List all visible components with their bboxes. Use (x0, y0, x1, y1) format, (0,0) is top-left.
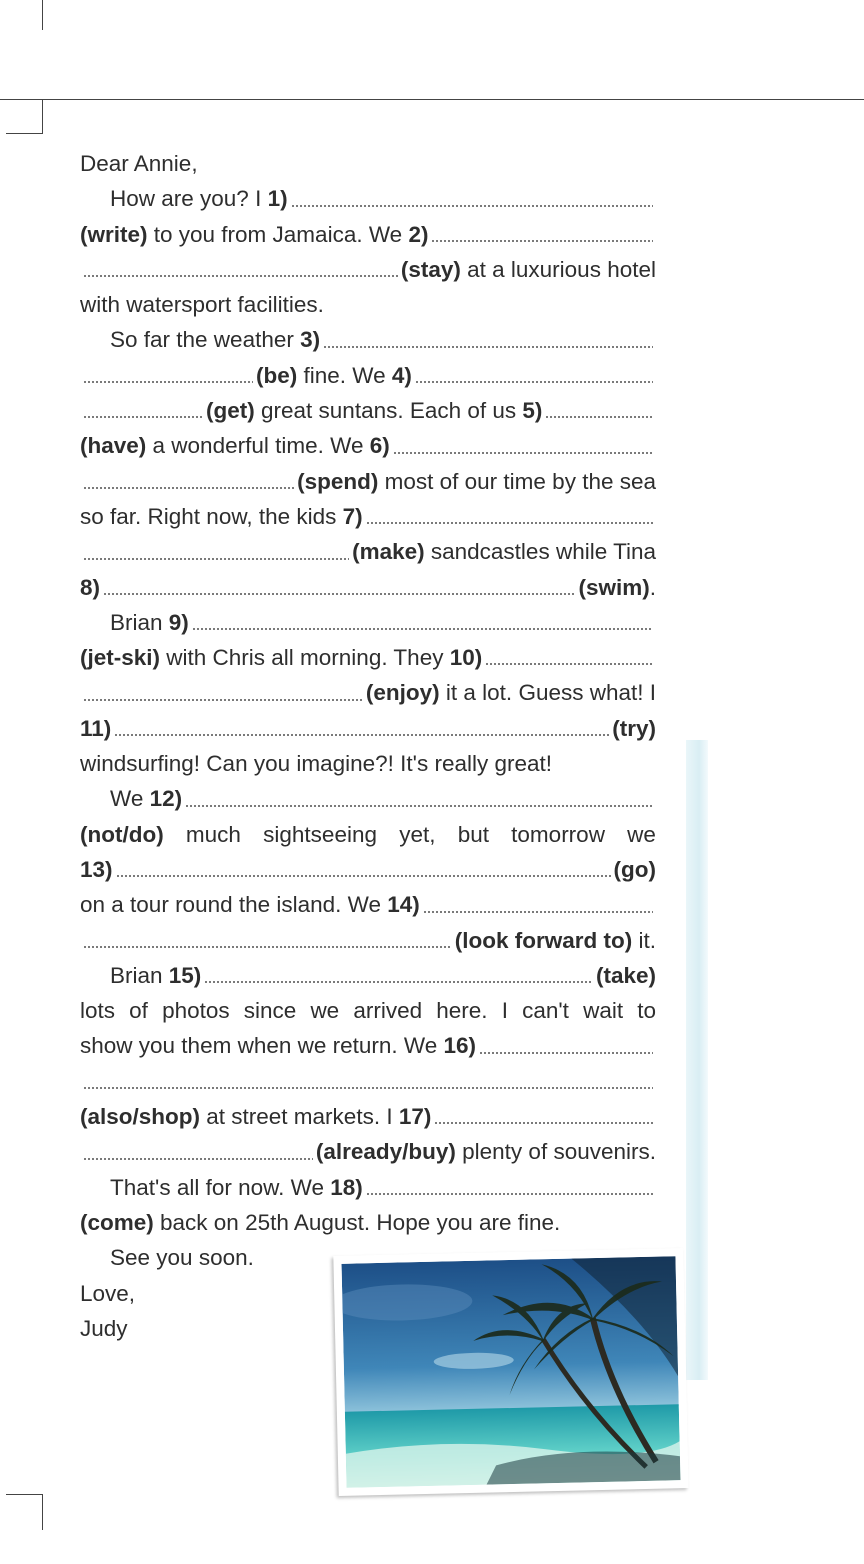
line-text: at street markets. I (200, 1104, 399, 1130)
letter-line (80, 358, 656, 393)
line-text: yet, (399, 821, 436, 847)
answer-blank[interactable] (83, 1158, 313, 1160)
letter-body (80, 181, 656, 1346)
answer-blank[interactable] (83, 946, 452, 948)
bold-cue: (try) (612, 715, 656, 741)
answer-blank[interactable] (83, 275, 398, 277)
letter-greeting: Dear Annie, (80, 151, 198, 176)
bold-cue: 5) (522, 398, 543, 424)
line-text: it. (632, 927, 656, 953)
line-text: sightseeing (263, 821, 377, 847)
line-text: back on 25th August. Hope you are fine. (153, 1209, 561, 1235)
answer-blank[interactable] (366, 1193, 653, 1195)
answer-blank[interactable] (434, 1122, 653, 1124)
letter-line (80, 1205, 656, 1240)
line-text: lots (80, 998, 116, 1024)
answer-blank[interactable] (423, 911, 653, 913)
line-text: photos (162, 998, 230, 1024)
bold-cue: 15) (168, 962, 202, 988)
bold-cue: 3) (300, 327, 321, 353)
bold-cue: (make) (352, 539, 425, 565)
answer-blank[interactable] (185, 805, 653, 807)
bold-cue: (stay) (400, 256, 461, 282)
line-text: but (457, 821, 489, 847)
answer-blank[interactable] (485, 663, 653, 665)
answer-blank[interactable] (116, 875, 611, 877)
letter-line (80, 675, 656, 710)
crop-mark-bottom-vertical (42, 1494, 43, 1530)
beach-photo (333, 1248, 688, 1496)
line-text: show you them when we return. We (80, 1033, 444, 1059)
letter-line (80, 217, 656, 252)
line-text: tomorrow (511, 821, 605, 847)
bold-cue: 10) (449, 645, 483, 671)
line-text: it a lot. Guess what! I (439, 680, 656, 706)
bold-cue: 17) (398, 1104, 432, 1130)
bold-cue: (already/buy) (315, 1139, 456, 1165)
line-text: great suntans. Each of us (254, 398, 523, 424)
letter-line (80, 887, 656, 922)
line-text: much (185, 821, 241, 847)
bold-cue: (swim) (578, 574, 650, 600)
line-text: arrived (353, 998, 423, 1024)
bold-cue: (not/do) (80, 821, 164, 847)
answer-blank[interactable] (479, 1052, 653, 1054)
line-text: Brian (110, 962, 169, 988)
answer-blank[interactable] (291, 205, 653, 207)
corner-mark-horizontal (6, 133, 43, 134)
answer-blank[interactable] (545, 416, 653, 418)
bold-cue: 1) (267, 186, 288, 212)
line-text: I (501, 998, 508, 1024)
answer-blank[interactable] (83, 487, 294, 489)
line-text: wait (583, 998, 624, 1024)
answer-blank[interactable] (204, 981, 593, 983)
bold-cue: (jet-ski) (80, 645, 161, 671)
letter-line (80, 1170, 656, 1205)
letter-line (80, 781, 656, 816)
bold-cue: (go) (613, 856, 656, 882)
bold-cue: 9) (168, 609, 189, 635)
bold-cue: (get) (206, 398, 255, 424)
answer-blank[interactable] (114, 734, 609, 736)
letter-line (80, 640, 656, 675)
bold-cue: 14) (387, 892, 420, 918)
answer-blank[interactable] (83, 1087, 653, 1089)
margin-tint-strip (686, 740, 708, 1380)
letter-line (80, 711, 656, 746)
bold-cue: 7) (342, 503, 363, 529)
answer-blank[interactable] (192, 628, 653, 630)
line-text: at a luxurious hotel (460, 256, 656, 282)
letter-exercise (80, 146, 656, 1346)
bold-cue: (come) (80, 1209, 154, 1235)
answer-blank[interactable] (83, 558, 349, 560)
line-text: on a tour round the island. We (80, 892, 388, 918)
letter-line (80, 746, 656, 781)
line-text: sandcastles while Tina (424, 539, 656, 565)
bold-cue: 16) (443, 1033, 477, 1059)
line-text: windsurfing! Can you imagine?! It's really great! (80, 751, 553, 777)
bold-cue: (be) (256, 362, 298, 388)
bold-cue: 6) (369, 433, 390, 459)
line-text: since (243, 998, 297, 1024)
bold-cue: (also/shop) (80, 1104, 201, 1130)
bold-cue: 2) (408, 221, 429, 247)
letter-line (80, 923, 656, 958)
line-text: can't (522, 998, 569, 1024)
bold-cue: (look forward to) (454, 927, 633, 953)
letter-line (80, 993, 656, 1028)
letter-line (80, 287, 656, 322)
answer-blank[interactable] (83, 699, 363, 701)
corner-mark-vertical (42, 100, 43, 134)
line-text: Brian (110, 609, 169, 635)
palm-tree-beach-image (342, 1256, 681, 1488)
letter-line (80, 393, 656, 428)
letter-line (80, 605, 656, 640)
line-text: with Chris all morning. They (160, 645, 450, 671)
bold-cue: 12) (149, 786, 183, 812)
bold-cue: 8) (80, 574, 101, 600)
answer-blank[interactable] (103, 593, 575, 595)
bold-cue: 11) (80, 715, 112, 741)
line-text: See you soon. (110, 1245, 254, 1271)
line-text: Love, (80, 1280, 136, 1306)
line-text: to you from Jamaica. We (147, 221, 409, 247)
line-text: Judy (80, 1315, 128, 1341)
line-text: we (310, 998, 340, 1024)
bold-cue: 18) (330, 1174, 363, 1200)
bold-cue: 13) (80, 856, 113, 882)
letter-line (80, 570, 656, 605)
letter-line (80, 428, 656, 463)
line-text: We (110, 786, 150, 812)
bold-cue: (enjoy) (365, 680, 440, 706)
answer-blank[interactable] (323, 346, 653, 348)
letter-line (80, 1064, 656, 1099)
letter-line (80, 534, 656, 569)
line-text: How are you? I (110, 186, 268, 212)
bold-cue: (write) (80, 221, 148, 247)
line-text: a wonderful time. We (146, 433, 370, 459)
line-text: So far the weather (110, 327, 301, 353)
bold-cue: (take) (595, 962, 656, 988)
answer-blank[interactable] (393, 452, 653, 454)
bold-cue: (spend) (297, 468, 379, 494)
line-text: plenty of souvenirs. (455, 1139, 656, 1165)
answer-blank[interactable] (366, 522, 653, 524)
line-text: fine. We (297, 362, 392, 388)
line-text: to (637, 998, 656, 1024)
letter-line (80, 1028, 656, 1063)
line-text: of (129, 998, 148, 1024)
answer-blank[interactable] (83, 381, 253, 383)
line-text: here. (436, 998, 488, 1024)
letter-line (80, 252, 656, 287)
letter-line (80, 852, 656, 887)
line-text: That's all for now. We (110, 1174, 331, 1200)
line-text: . (649, 574, 656, 600)
page-top-rule (0, 99, 864, 100)
answer-blank[interactable] (431, 240, 653, 242)
line-text: we (627, 821, 656, 847)
letter-line (80, 322, 656, 357)
letter-line (80, 1099, 656, 1134)
bold-cue: (have) (80, 433, 147, 459)
answer-blank[interactable] (83, 416, 203, 418)
line-text: so far. Right now, the kids (80, 503, 343, 529)
line-text: with watersport facilities. (80, 292, 324, 318)
crop-mark-top-left (42, 0, 43, 30)
letter-line (80, 464, 656, 499)
letter-line (80, 958, 656, 993)
letter-line (80, 817, 656, 852)
letter-line (80, 1134, 656, 1169)
bold-cue: 4) (391, 362, 412, 388)
answer-blank[interactable] (415, 381, 653, 383)
letter-line (80, 499, 656, 534)
letter-line (80, 181, 656, 216)
line-text: most of our time by the sea (378, 468, 656, 494)
crop-mark-bottom-horizontal (6, 1494, 43, 1495)
